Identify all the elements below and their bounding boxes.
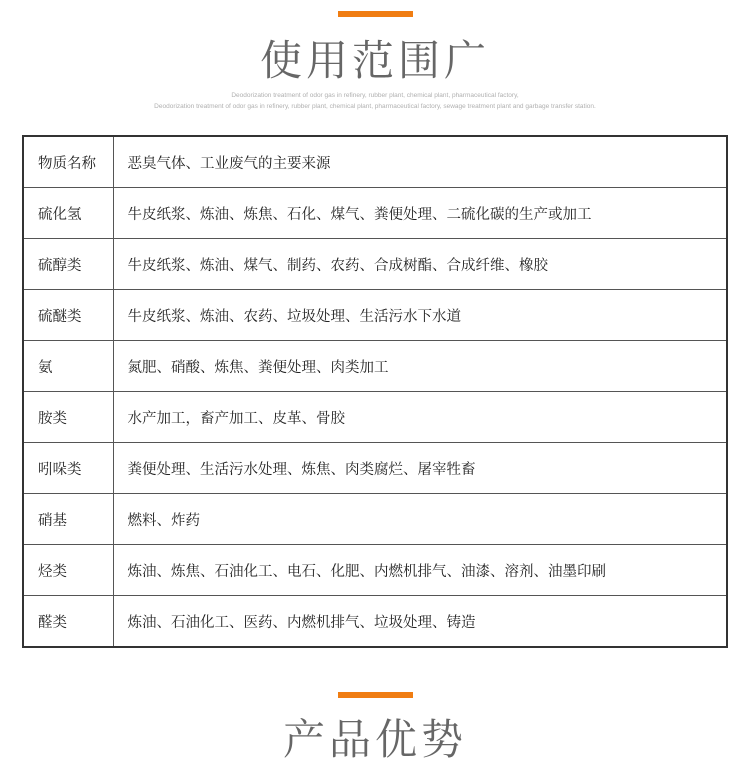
substance-cell: 硝基	[23, 494, 113, 545]
sources-cell: 氮肥、硝酸、炼焦、粪便处理、肉类加工	[113, 341, 727, 392]
table-row	[23, 443, 727, 494]
table-row	[23, 392, 727, 443]
table-row	[23, 341, 727, 392]
sources-cell: 水产加工，畜产加工、皮革、骨胶	[113, 392, 727, 443]
table-row	[23, 290, 727, 341]
table-row	[23, 188, 727, 239]
table-row	[23, 596, 727, 648]
sources-cell: 粪便处理、生活污水处理、炼焦、肉类腐烂、屠宰牲畜	[113, 443, 727, 494]
sources-cell: 炼油、石油化工、医药、内燃机排气、垃圾处理、铸造	[113, 596, 727, 648]
section-title-advantages: 产品优势	[282, 715, 467, 764]
substance-cell: 烃类	[23, 545, 113, 596]
substance-cell: 硫醚类	[23, 290, 113, 341]
section-subtitle-line1: Deodorization treatment of odor gas in refinery, rubber plant, chemical plant, pharmaceutical factory,	[231, 92, 519, 99]
sources-cell: 炼油、炼焦、石油化工、电石、化肥、内燃机排气、油漆、溶剂、油墨印刷	[113, 545, 727, 596]
substance-cell: 醛类	[23, 596, 113, 648]
title-accent-bar	[338, 11, 413, 17]
substance-cell: 胺类	[23, 392, 113, 443]
title-accent-bar	[338, 692, 413, 698]
table-row	[23, 239, 727, 290]
section-subtitle-line2: Deodorization treatment of odor gas in refinery, rubber plant, chemical plant, pharmaceutical factory, sewage treatment plant and garbage transfer station.	[154, 103, 596, 110]
sources-cell: 牛皮纸浆、炼油、煤气、制药、农药、合成树酯、合成纤维、橡胶	[113, 239, 727, 290]
table-row	[23, 494, 727, 545]
substance-cell: 吲哚类	[23, 443, 113, 494]
header-sources: 恶臭气体、工业废气的主要来源	[113, 136, 727, 188]
odor-sources-table	[22, 135, 728, 648]
sources-cell: 燃料、炸药	[113, 494, 727, 545]
table-header-row	[23, 136, 727, 188]
substance-cell: 氨	[23, 341, 113, 392]
section-title-usage: 使用范围广	[259, 36, 490, 85]
sources-cell: 牛皮纸浆、炼油、炼焦、石化、煤气、粪便处理、二硫化碳的生产或加工	[113, 188, 727, 239]
header-substance: 物质名称	[23, 136, 113, 188]
sources-cell: 牛皮纸浆、炼油、农药、垃圾处理、生活污水下水道	[113, 290, 727, 341]
table-row	[23, 545, 727, 596]
substance-cell: 硫醇类	[23, 239, 113, 290]
substance-cell: 硫化氢	[23, 188, 113, 239]
